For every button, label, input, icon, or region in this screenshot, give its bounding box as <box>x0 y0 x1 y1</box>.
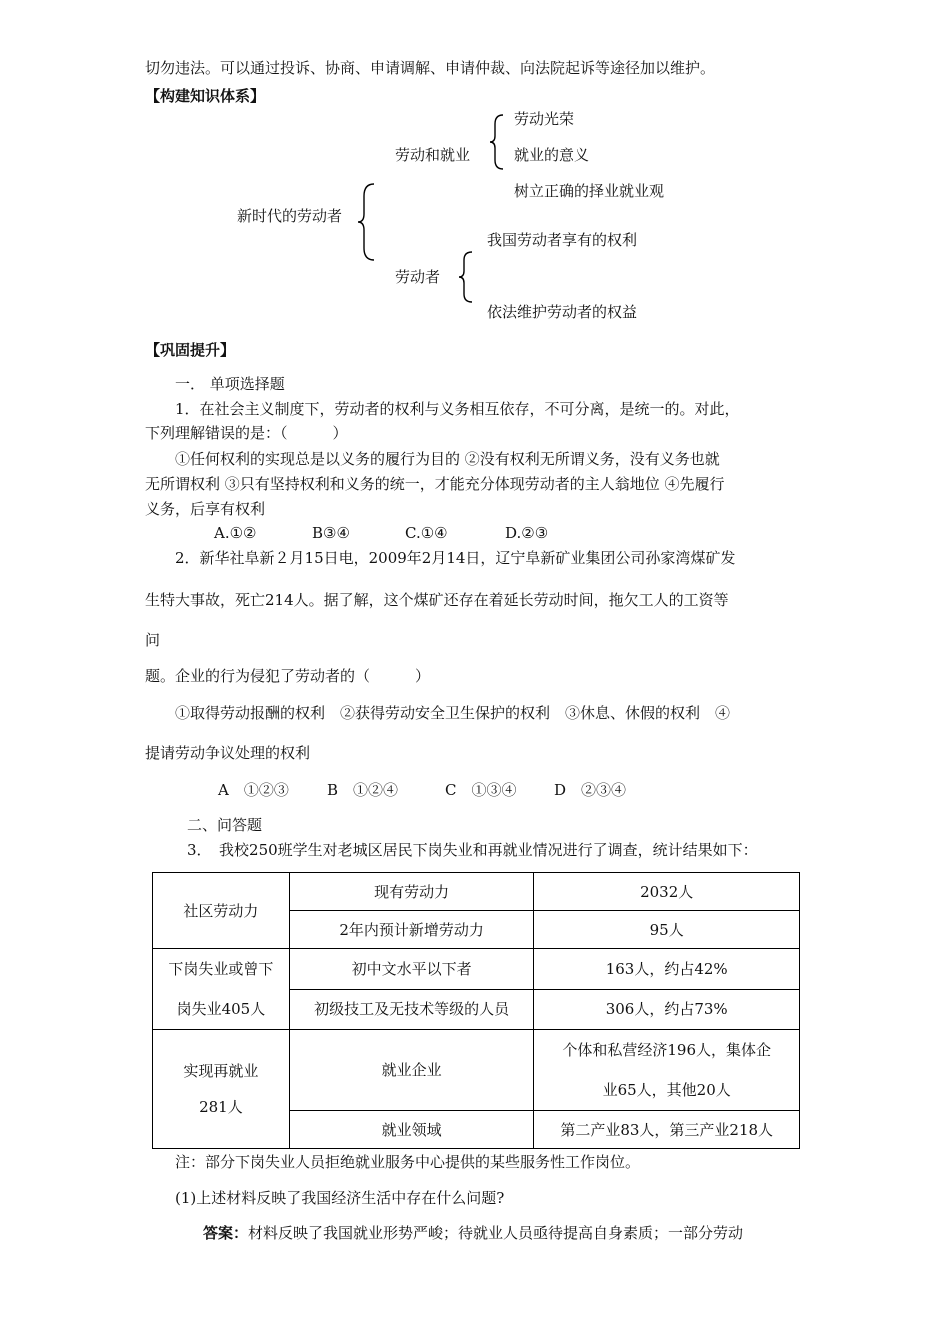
table-cell <box>153 949 290 1030</box>
cell-text-line: 281人 <box>199 1098 243 1116</box>
q2-line-6: 提请劳动争议处理的权利 <box>145 744 311 762</box>
q2-line-4: 题。企业的行为侵犯了劳动者的（ ） <box>145 667 431 685</box>
table-cell: 第二产业83人，第三产业218人 <box>534 1111 800 1149</box>
kb-root: 新时代的劳动者 <box>237 207 343 225</box>
kb-b1-item-3: 树立正确的择业就业观 <box>514 182 665 200</box>
kb-b1-item-1: 劳动光荣 <box>514 110 575 128</box>
kb-b2-item-2: 依法维护劳动者的权益 <box>487 303 638 321</box>
q1-option-d: D.②③ <box>505 524 549 542</box>
survey-table <box>152 872 800 1149</box>
kb-b2-item-1: 我国劳动者享有的权利 <box>487 231 638 249</box>
q2-line-5: ①取得劳动报酬的权利 ②获得劳动安全卫生保护的权利 ③休息、休假的权利 ④ <box>175 704 731 722</box>
answer-label: 答案： <box>203 1224 249 1242</box>
q2-option-b: B ①②④ <box>327 781 399 799</box>
cell-text-line: 下岗失业或曾下 <box>168 960 274 978</box>
table-cell: 2年内预计新增劳动力 <box>289 911 534 949</box>
q3-intro: 3． 我校250班学生对老城区居民下岗失业和再就业情况进行了调查，统计结果如下： <box>187 841 758 859</box>
table-cell: 就业企业 <box>289 1030 534 1111</box>
q2-line-1: 2．新华社阜新２月15日电，2009年2月14日，辽宁阜新矿业集团公司孙家湾煤矿发 <box>175 549 736 567</box>
q1-line-1: 1．在社会主义制度下，劳动者的权利与义务相互依存，不可分离，是统一的。对此， <box>175 400 740 418</box>
q3-sub-question-1: (1)上述材料反映了我国经济生活中存在什么问题? <box>175 1189 505 1207</box>
section-consolidate-heading: 【巩固提升】 <box>145 341 236 359</box>
part1-title: 一． 单项选择题 <box>175 375 285 393</box>
branch2-brace-icon <box>457 250 475 304</box>
table-cell <box>153 1030 290 1149</box>
kb-b1-item-2: 就业的意义 <box>514 146 590 164</box>
q2-option-d: D ②③④ <box>554 781 627 799</box>
section-build-heading: 【构建知识体系】 <box>145 87 266 105</box>
q2-line-3: 问 <box>145 631 161 649</box>
table-cell: 现有劳动力 <box>289 873 534 911</box>
table-row <box>153 949 800 990</box>
q2-line-2: 生特大事故，死亡214人。据了解，这个煤矿还存在着延长劳动时间，拖欠工人的工资等 <box>145 591 729 609</box>
table-cell: 163人，约占42% <box>534 949 800 990</box>
answer-text: 材料反映了我国就业形势严峻；待就业人员亟待提高自身素质；一部分劳动 <box>248 1224 744 1242</box>
table-note: 注：部分下岗失业人员拒绝就业服务中心提供的某些服务性工作岗位。 <box>175 1153 641 1171</box>
q1-line-4: 无所谓权利 ③只有坚持权利和义务的统一，才能充分体现劳动者的主人翁地位 ④先履行 <box>145 475 725 493</box>
intro-line: 切勿违法。可以通过投诉、协商、申请调解、申请仲裁、向法院起诉等途径加以维护。 <box>145 59 716 77</box>
table-cell: 就业领域 <box>289 1111 534 1149</box>
cell-text-line: 岗失业405人 <box>176 1000 266 1018</box>
table-row <box>153 873 800 911</box>
kb-branch2: 劳动者 <box>395 268 441 286</box>
table-cell <box>534 1030 800 1111</box>
cell-text-line: 个体和私营经济196人，集体企 <box>562 1041 772 1059</box>
table-cell: 社区劳动力 <box>153 873 290 949</box>
part2-title: 二、问答题 <box>187 816 263 834</box>
q1-option-c: C.①④ <box>405 524 448 542</box>
q1-line-2: 下列理解错误的是：（ ） <box>145 424 348 442</box>
table-cell: 306人，约占73% <box>534 989 800 1030</box>
table-cell: 2032人 <box>534 873 800 911</box>
table-cell: 95人 <box>534 911 800 949</box>
table-cell: 初中文水平以下者 <box>289 949 534 990</box>
q1-line-3: ①任何权利的实现总是以义务的履行为目的 ②没有权利无所谓义务，没有义务也就 <box>175 450 720 468</box>
root-brace-icon <box>356 182 378 262</box>
q1-option-a: A.①② <box>214 524 257 542</box>
answer-line <box>203 1223 743 1243</box>
kb-branch1: 劳动和就业 <box>395 146 471 164</box>
branch1-brace-icon <box>488 113 506 171</box>
cell-text-line: 业65人，其他20人 <box>602 1081 731 1099</box>
table-row <box>153 1030 800 1111</box>
q1-option-b: B③④ <box>312 524 350 542</box>
table-cell: 初级技工及无技术等级的人员 <box>289 989 534 1030</box>
cell-text-line: 实现再就业 <box>183 1062 259 1080</box>
q1-line-5: 义务，后享有权利 <box>145 500 266 518</box>
q2-option-a: A ①②③ <box>218 781 289 799</box>
q2-option-c: C ①③④ <box>445 781 517 799</box>
